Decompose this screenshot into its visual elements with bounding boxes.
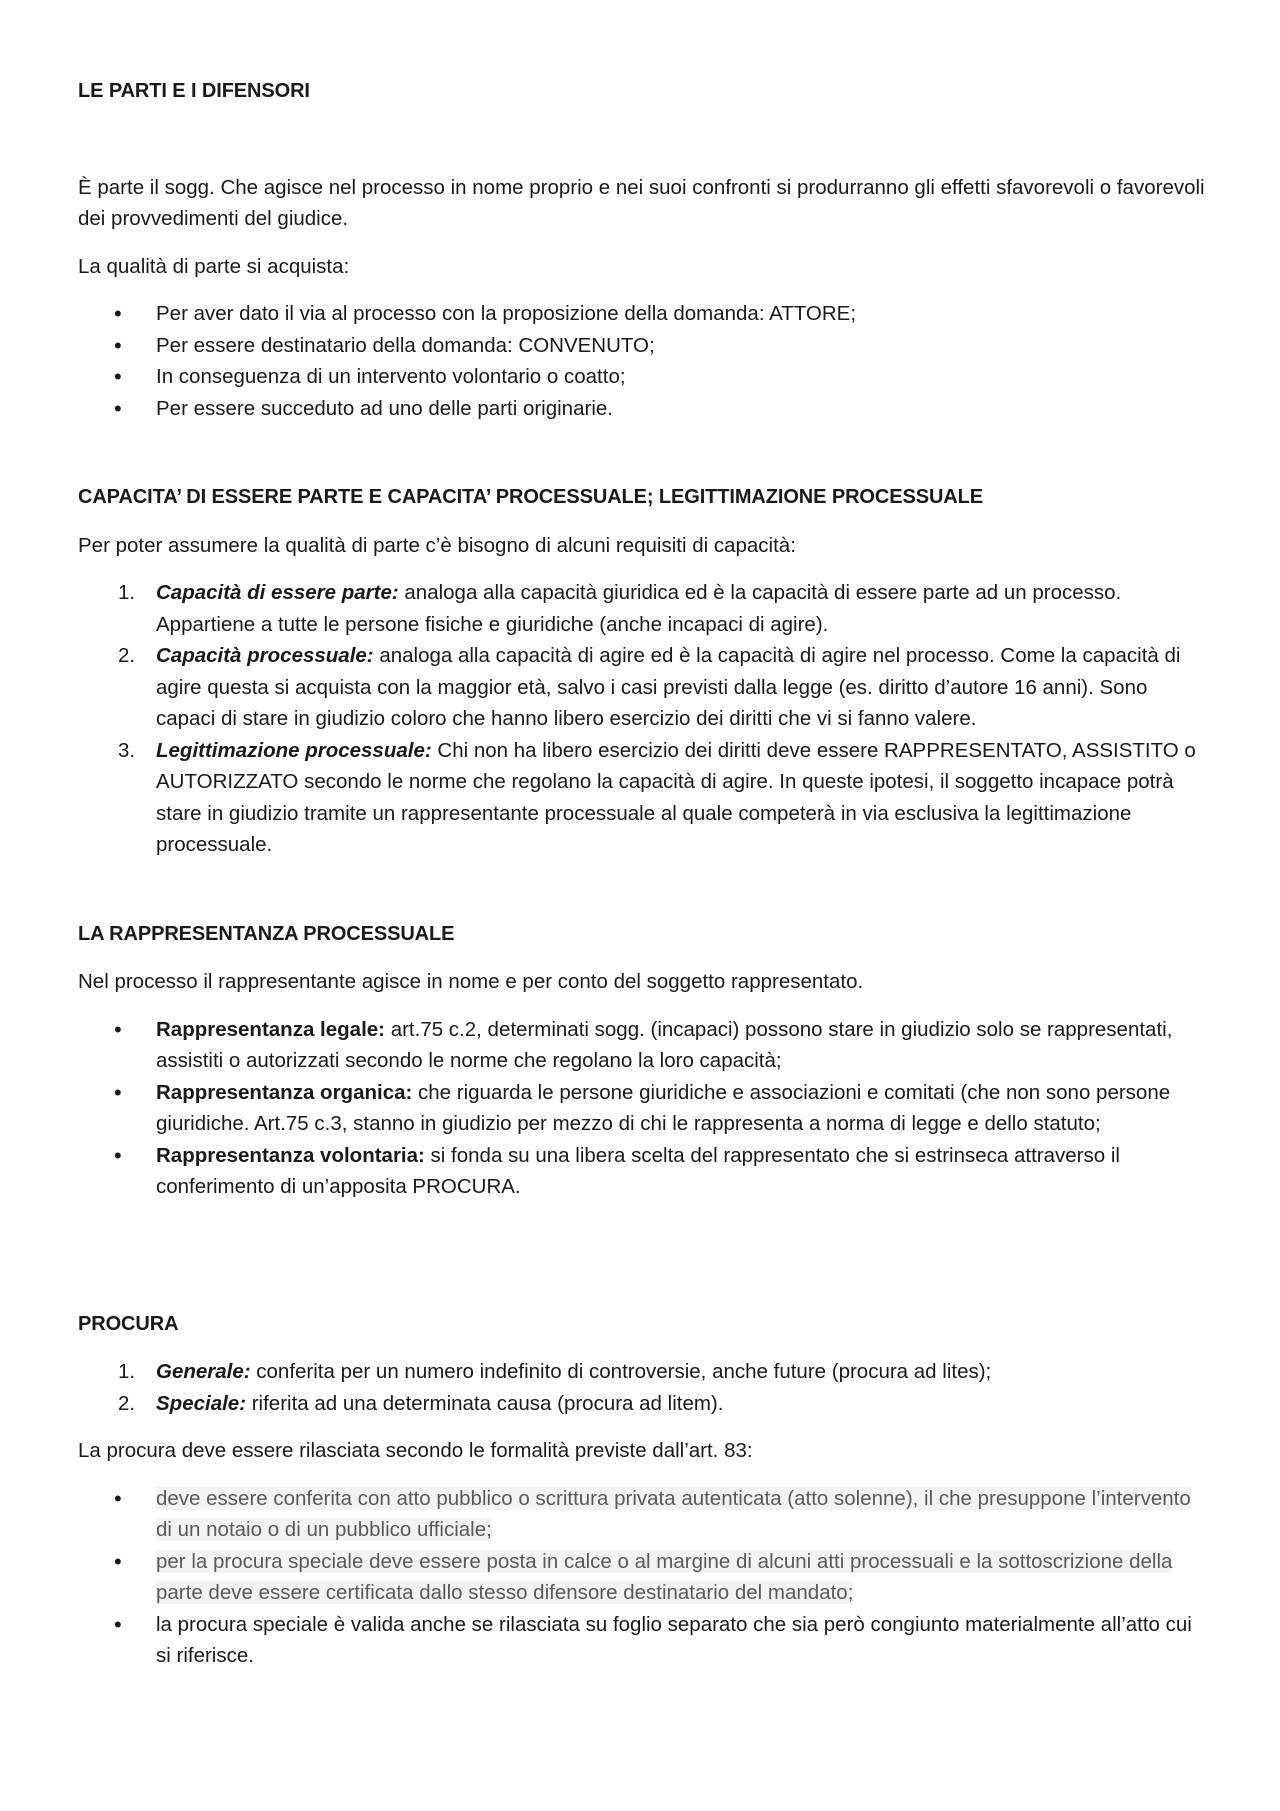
list-item xyxy=(78,1388,1208,1420)
list-text: art.75 c.2, determinati sogg. (incapaci) possono stare in giudizio solo se rappresentati, assistiti o autorizzati secondo le norme che regolano la loro capacità; xyxy=(156,1017,1173,1072)
list-term: Legittimazione processuale: xyxy=(156,738,432,762)
list-item xyxy=(78,577,1208,640)
list-item xyxy=(78,1356,1208,1388)
numbered-list xyxy=(78,1356,1208,1419)
list-term: Rappresentanza legale: xyxy=(156,1017,385,1041)
list-number: 1. xyxy=(118,581,136,604)
paragraph: Per poter assumere la qualità di parte c’è bisogno di alcuni requisiti di capacità: xyxy=(78,533,796,557)
section-title: PROCURA xyxy=(78,1312,179,1335)
list-number: 2. xyxy=(118,644,136,667)
list-term: Rappresentanza volontaria: xyxy=(156,1143,425,1167)
paragraph: La qualità di parte si acquista: xyxy=(78,254,350,278)
list-item xyxy=(78,735,1208,861)
list-item: • Per essere destinatario della domanda: CONVENUTO; xyxy=(78,330,1208,362)
list-item: • Per essere succeduto ad uno delle parti originarie. xyxy=(78,393,1208,425)
paragraph: Nel processo il rappresentante agisce in nome e per conto del soggetto rappresentato. xyxy=(78,970,864,993)
list-item xyxy=(78,1140,1208,1203)
section-title: CAPACITA’ DI ESSERE PARTE E CAPACITA’ PROCESSUALE; LEGITTIMAZIONE PROCESSUALE xyxy=(78,486,983,508)
paragraph: È parte il sogg. Che agisce nel processo in nome proprio e nei suoi confronti si produrranno gli effetti sfavorevoli o favorevoli dei provvedimenti del giudice. xyxy=(78,175,1205,230)
paragraph: La procura deve essere rilasciata secondo le formalità previste dall’art. 83: xyxy=(78,1439,753,1462)
list-item xyxy=(78,1546,1208,1609)
list-item: • Per aver dato il via al processo con la proposizione della domanda: ATTORE; xyxy=(78,298,1208,330)
list-number: 1. xyxy=(118,1360,136,1383)
list-number: 2. xyxy=(118,1391,136,1415)
list-text: Chi non ha libero esercizio dei diritti deve essere RAPPRESENTATO, ASSISTITO o AUTORIZZATO secondo le norme che regolano la capacità di agire. In queste ipotesi, il soggetto incapace potrà stare in giudizio tramite un rappresentante processuale al quale competerà in via esclusiva la legittimazione processuale. xyxy=(156,738,1196,856)
list-text: la procura speciale è valida anche se rilasciata su foglio separato che sia però congiunto materialmente all’atto cui si riferisce. xyxy=(156,1612,1192,1667)
list-text: conferita per un numero indefinito di controversie, anche future (procura ad lites); xyxy=(250,1360,992,1383)
list-item xyxy=(78,1014,1208,1077)
list-text: analoga alla capacità di agire ed è la capacità di agire nel processo. Come la capacità di agire questa si acquista con la maggior età, salvo i casi previsti dalla legge (es. diritto d’autore 16 anni). Sono capaci di stare in giudizio coloro che hanno libero esercizio dei diritti che vi si fanno valere. xyxy=(156,644,1181,730)
bullet-list xyxy=(78,1483,1208,1672)
list-text: riferita ad una determinata causa (procura ad litem). xyxy=(246,1391,724,1415)
list-term: Capacità di essere parte: xyxy=(156,581,399,604)
section-title: LE PARTI E I DIFENSORI xyxy=(78,80,310,102)
list-item xyxy=(78,1483,1208,1546)
list-text: analoga alla capacità giuridica ed è la capacità di essere parte ad un processo. Appartiene a tutte le persone fisiche e giuridiche (anche incapaci di agire). xyxy=(156,581,1122,636)
numbered-list xyxy=(78,577,1208,861)
list-text: si fonda su una libera scelta del rappresentato che si estrinseca attraverso il conferimento di un’apposita PROCURA. xyxy=(156,1143,1120,1198)
list-text: che riguarda le persone giuridiche e associazioni e comitati (che non sono persone giuridiche. Art.75 c.3, stanno in giudizio per mezzo di chi le rappresenta a norma di legge e dello statuto; xyxy=(156,1080,1171,1135)
list-term: Generale: xyxy=(156,1360,251,1383)
bullet-list xyxy=(78,1014,1208,1203)
section-title: LA RAPPRESENTANZA PROCESSUALE xyxy=(78,922,455,945)
list-term: Capacità processuale: xyxy=(156,644,374,667)
list-term: Speciale: xyxy=(156,1391,247,1415)
document-page xyxy=(78,76,1208,1672)
list-term: Rappresentanza organica: xyxy=(156,1080,413,1104)
list-text: per la procura speciale deve essere posta in calce o al margine di alcuni atti processuali e la sottoscrizione della parte deve essere certificata dallo stesso difensore destinatario del mandato; xyxy=(156,1549,1173,1604)
list-item xyxy=(78,1609,1208,1672)
list-item xyxy=(78,640,1208,735)
list-text: deve essere conferita con atto pubblico o scrittura privata autenticata (atto solenne), il che presuppone l’intervento di un notaio o di un pubblico ufficiale; xyxy=(156,1486,1191,1541)
bullet-list xyxy=(78,298,1208,424)
list-item xyxy=(78,1077,1208,1140)
list-number: 3. xyxy=(118,738,136,762)
list-item: • In conseguenza di un intervento volontario o coatto; xyxy=(78,361,1208,393)
